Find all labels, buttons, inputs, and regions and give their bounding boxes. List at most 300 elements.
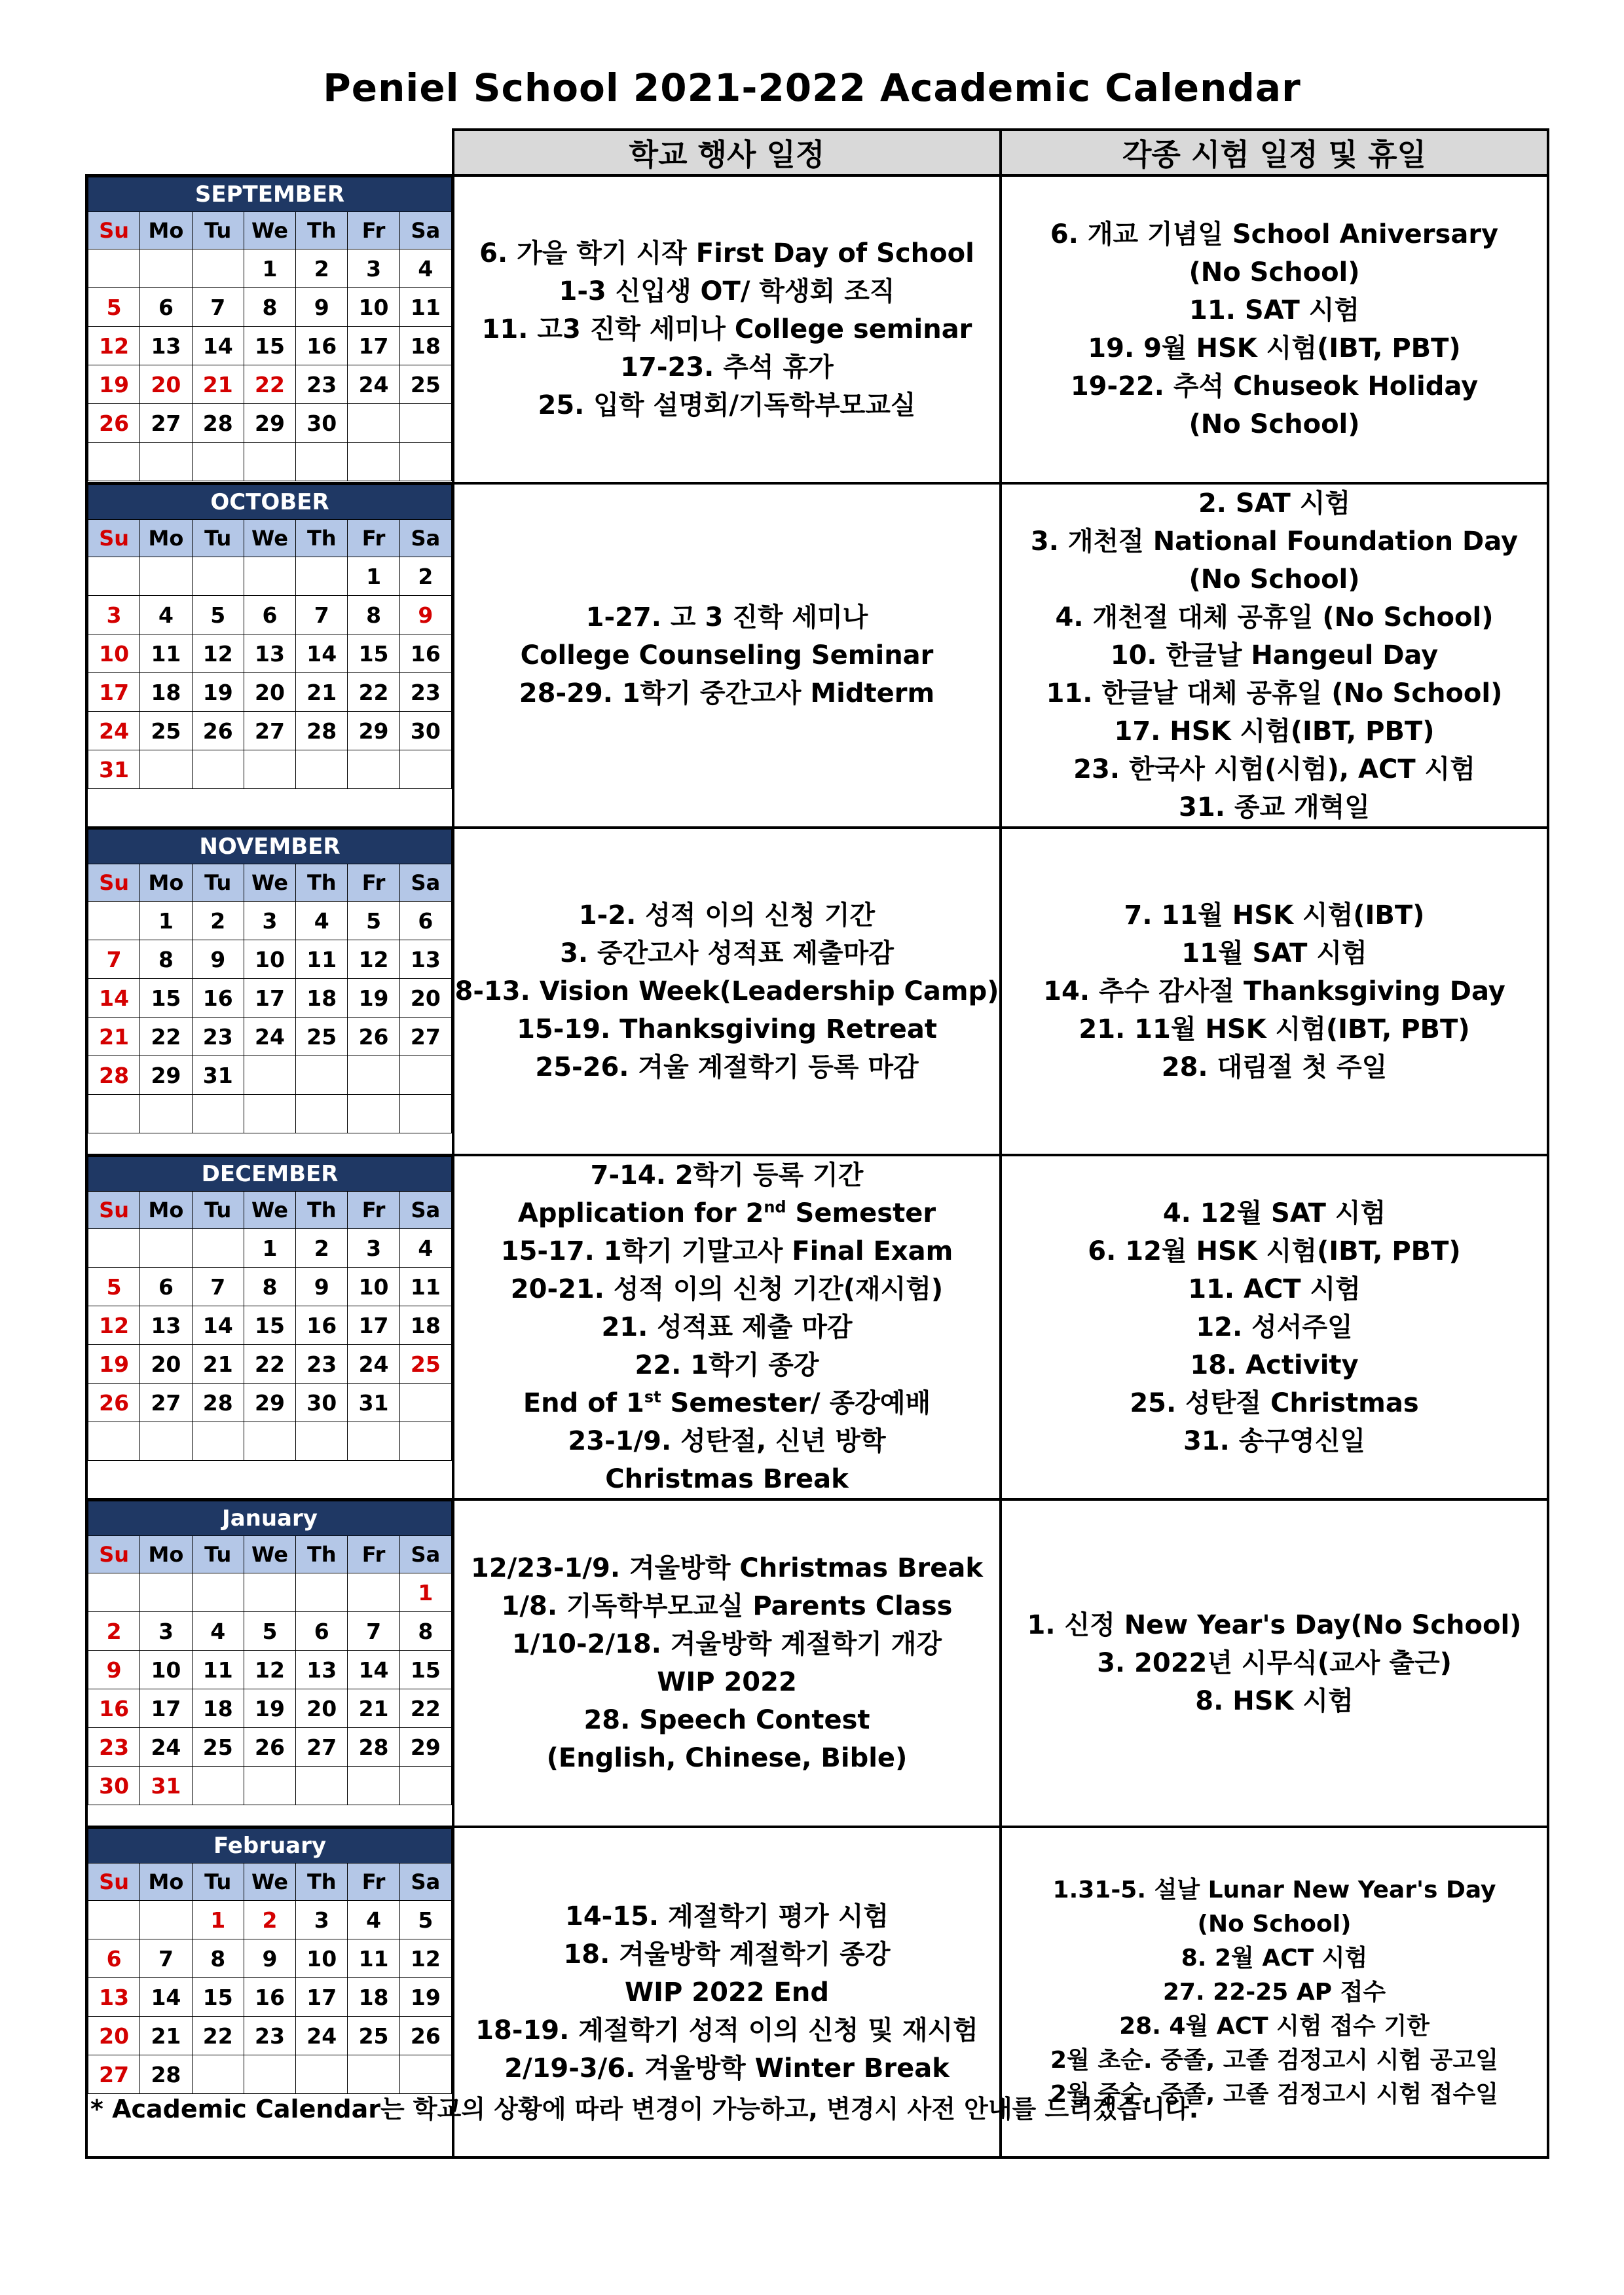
date-cell [296, 1573, 348, 1612]
week-row [88, 1345, 452, 1384]
date-cell [296, 443, 348, 481]
date-cell [399, 1056, 451, 1095]
date-cell: 18 [399, 327, 451, 365]
date-cell [296, 1767, 348, 1805]
day-name: Mo [140, 864, 192, 902]
event-line: 17-23. 추석 휴가 [620, 352, 834, 382]
month-name: OCTOBER [88, 485, 452, 520]
month-row [86, 1499, 1548, 1827]
date-cell: 4 [399, 249, 451, 288]
date-cell: 7 [192, 288, 244, 327]
exam-line: (No School) [1189, 564, 1360, 595]
date-cell: 28 [192, 1384, 244, 1422]
date-cell: 18 [399, 1306, 451, 1345]
week-row [88, 404, 452, 443]
exam-line: 21. 11월 HSK 시험(IBT, PBT) [1079, 1014, 1470, 1044]
date-cell: 6 [244, 596, 295, 634]
week-row [88, 1095, 452, 1133]
exam-line: 1. 신정 New Year's Day(No School) [1027, 1610, 1522, 1640]
date-cell: 27 [399, 1018, 451, 1056]
event-line: (English, Chinese, Bible) [546, 1743, 908, 1773]
day-name: Su [88, 1864, 140, 1901]
date-cell: 21 [140, 2017, 192, 2055]
day-name: Th [296, 1536, 348, 1573]
day-name: Sa [399, 1864, 451, 1901]
date-cell [192, 1422, 244, 1461]
date-cell: 23 [399, 673, 451, 712]
exam-line: (No School) [1197, 1910, 1352, 1937]
month-name: SEPTEMBER [88, 177, 452, 212]
date-cell: 8 [244, 1268, 295, 1306]
date-cell: 7 [348, 1612, 399, 1651]
exam-line: 8. HSK 시험 [1195, 1686, 1354, 1716]
date-cell: 2 [399, 557, 451, 596]
date-cell: 17 [244, 979, 295, 1018]
date-cell: 28 [348, 1728, 399, 1767]
date-cell: 7 [192, 1268, 244, 1306]
date-cell: 17 [88, 673, 140, 712]
week-row [88, 288, 452, 327]
exam-line: 6. 12월 HSK 시험(IBT, PBT) [1088, 1236, 1461, 1266]
date-cell: 5 [399, 1901, 451, 1939]
month-name: February [88, 1829, 452, 1864]
date-cell: 27 [244, 712, 295, 750]
week-row [88, 596, 452, 634]
day-name: Mo [140, 1864, 192, 1901]
exam-line: 11. SAT 시험 [1189, 295, 1359, 325]
date-cell: 22 [348, 673, 399, 712]
event-line: 11. 고3 진학 세미나 College seminar [481, 314, 972, 344]
date-cell: 26 [244, 1728, 295, 1767]
footer-note: * Academic Calendar는 학교의 상황에 따라 변경이 가능하고, 변경시 사전 안내를 드리겠습니다. [90, 2095, 1199, 2123]
date-cell: 23 [192, 1018, 244, 1056]
date-cell: 2 [296, 249, 348, 288]
date-cell [192, 1095, 244, 1133]
date-cell: 4 [296, 902, 348, 940]
exam-line: 31. 종교 개혁일 [1179, 792, 1370, 822]
school-events [453, 828, 1001, 1155]
date-cell: 26 [88, 1384, 140, 1422]
date-cell: 15 [244, 1306, 295, 1345]
exam-line: 23. 한국사 시험(시험), ACT 시험 [1073, 754, 1475, 784]
date-cell [348, 1767, 399, 1805]
date-cell: 8 [399, 1612, 451, 1651]
date-cell [244, 1056, 295, 1095]
date-cell: 16 [88, 1689, 140, 1728]
date-cell: 21 [296, 673, 348, 712]
date-cell: 6 [296, 1612, 348, 1651]
date-cell: 11 [140, 634, 192, 673]
event-line: 28-29. 1학기 중간고사 Midterm [519, 678, 935, 708]
exam-line: 18. Activity [1190, 1350, 1359, 1380]
date-cell: 20 [140, 1345, 192, 1384]
week-row [88, 940, 452, 979]
exam-line: 19. 9월 HSK 시험(IBT, PBT) [1088, 333, 1461, 363]
date-cell: 12 [88, 327, 140, 365]
exam-line: 2. SAT 시험 [1198, 488, 1351, 519]
mini-calendar [88, 829, 452, 1133]
week-row [88, 1268, 452, 1306]
date-cell: 12 [192, 634, 244, 673]
school-events [453, 483, 1001, 828]
date-cell: 18 [140, 673, 192, 712]
event-line: WIP 2022 End [625, 1977, 829, 2008]
date-cell: 9 [88, 1651, 140, 1689]
date-cell [399, 1767, 451, 1805]
day-name: Th [296, 1192, 348, 1229]
exam-schedule [1001, 828, 1548, 1155]
date-cell: 26 [348, 1018, 399, 1056]
exam-schedule [1001, 483, 1548, 828]
day-name: Tu [192, 864, 244, 902]
date-cell: 3 [244, 902, 295, 940]
week-row [88, 902, 452, 940]
date-cell: 6 [140, 1268, 192, 1306]
date-cell: 4 [348, 1901, 399, 1939]
date-cell: 12 [348, 940, 399, 979]
date-cell: 28 [88, 1056, 140, 1095]
date-cell [140, 443, 192, 481]
date-cell: 28 [296, 712, 348, 750]
day-name: Tu [192, 212, 244, 249]
date-cell: 12 [244, 1651, 295, 1689]
day-name: Su [88, 1536, 140, 1573]
exam-line: 28. 4월 ACT 시험 접수 기한 [1119, 2012, 1430, 2040]
day-name: We [244, 1536, 295, 1573]
page-title: Peniel School 2021-2022 Academic Calendar [323, 65, 1301, 110]
date-cell [244, 557, 295, 596]
date-cell: 26 [88, 404, 140, 443]
date-cell [88, 1229, 140, 1268]
week-row [88, 634, 452, 673]
month-calendar [86, 1155, 453, 1499]
date-cell: 3 [348, 249, 399, 288]
week-row [88, 443, 452, 481]
date-cell: 25 [140, 712, 192, 750]
event-line: 2/19-3/6. 겨울방학 Winter Break [504, 2053, 950, 2084]
month-name: DECEMBER [88, 1157, 452, 1192]
day-name: Sa [399, 864, 451, 902]
date-cell [192, 750, 244, 789]
date-cell: 5 [88, 288, 140, 327]
date-cell: 22 [192, 2017, 244, 2055]
event-line: 15-17. 1학기 기말고사 Final Exam [500, 1236, 953, 1266]
date-cell: 18 [192, 1689, 244, 1728]
date-cell: 6 [140, 288, 192, 327]
date-cell: 22 [244, 1345, 295, 1384]
date-cell: 1 [244, 249, 295, 288]
day-name: Mo [140, 1192, 192, 1229]
date-cell [244, 1422, 295, 1461]
date-cell [140, 1229, 192, 1268]
date-cell [399, 2055, 451, 2094]
date-cell: 11 [192, 1651, 244, 1689]
date-cell: 21 [88, 1018, 140, 1056]
date-cell [244, 2055, 295, 2094]
date-cell [348, 1095, 399, 1133]
week-row [88, 1651, 452, 1689]
date-cell [244, 750, 295, 789]
date-cell: 26 [399, 2017, 451, 2055]
date-cell: 29 [399, 1728, 451, 1767]
day-name: Mo [140, 520, 192, 557]
date-cell: 9 [296, 288, 348, 327]
date-cell: 16 [296, 1306, 348, 1345]
month-calendar [86, 483, 453, 828]
event-line: 1/10-2/18. 겨울방학 계절학기 개강 [511, 1629, 942, 1659]
date-cell: 25 [399, 365, 451, 404]
week-row [88, 1229, 452, 1268]
exams-header: 각종 시험 일정 및 휴일 [1001, 130, 1548, 175]
date-cell: 27 [296, 1728, 348, 1767]
date-cell [140, 1573, 192, 1612]
exam-line: 31. 송구영신일 [1183, 1426, 1365, 1456]
date-cell: 23 [244, 2017, 295, 2055]
date-cell: 24 [296, 2017, 348, 2055]
day-name: Fr [348, 1536, 399, 1573]
event-line: 18-19. 계절학기 성적 이의 신청 및 재시험 [475, 2015, 978, 2046]
week-row [88, 2017, 452, 2055]
date-cell: 9 [192, 940, 244, 979]
date-cell: 11 [399, 288, 451, 327]
date-cell: 8 [348, 596, 399, 634]
date-cell [88, 1901, 140, 1939]
day-name: Th [296, 1864, 348, 1901]
day-name: We [244, 1192, 295, 1229]
day-name: Mo [140, 1536, 192, 1573]
date-cell: 5 [192, 596, 244, 634]
month-calendar [86, 828, 453, 1155]
exam-line: 2월 중순. 중졸, 고졸 검정고시 시험 접수일 [1050, 2080, 1499, 2108]
event-line: 21. 성적표 제출 마감 [601, 1312, 853, 1342]
event-line: 8-13. Vision Week(Leadership Camp) [454, 976, 999, 1006]
exam-line: 10. 한글날 Hangeul Day [1110, 640, 1439, 670]
date-cell [192, 1229, 244, 1268]
week-row [88, 1306, 452, 1345]
exam-line: 7. 11월 HSK 시험(IBT) [1124, 900, 1425, 930]
date-cell [296, 557, 348, 596]
date-cell [140, 1422, 192, 1461]
day-name: Fr [348, 864, 399, 902]
date-cell: 30 [88, 1767, 140, 1805]
date-cell [88, 1422, 140, 1461]
day-name: Su [88, 1192, 140, 1229]
event-line: 7-14. 2학기 등록 기간 [590, 1160, 864, 1190]
date-cell: 31 [192, 1056, 244, 1095]
day-name: Th [296, 212, 348, 249]
date-cell: 16 [296, 327, 348, 365]
day-name: Sa [399, 1536, 451, 1573]
exam-line: 25. 성탄절 Christmas [1130, 1388, 1419, 1418]
date-cell [296, 2055, 348, 2094]
week-row [88, 673, 452, 712]
date-cell: 17 [140, 1689, 192, 1728]
date-cell [399, 1384, 451, 1422]
date-cell: 23 [296, 365, 348, 404]
date-cell: 19 [88, 365, 140, 404]
date-cell: 16 [244, 1978, 295, 2017]
week-row [88, 557, 452, 596]
day-name: Fr [348, 212, 399, 249]
week-row [88, 1939, 452, 1978]
event-line: 14-15. 계절학기 평가 시험 [564, 1901, 889, 1932]
date-cell: 16 [399, 634, 451, 673]
day-name: We [244, 520, 295, 557]
date-cell: 30 [296, 1384, 348, 1422]
school-events [453, 175, 1001, 483]
date-cell: 31 [88, 750, 140, 789]
school-events [453, 1499, 1001, 1827]
date-cell: 19 [399, 1978, 451, 2017]
event-line: 20-21. 성적 이의 신청 기간(재시험) [510, 1274, 944, 1304]
date-cell: 15 [348, 634, 399, 673]
date-cell [348, 1573, 399, 1612]
day-name: We [244, 212, 295, 249]
date-cell: 26 [192, 712, 244, 750]
date-cell: 31 [348, 1384, 399, 1422]
date-cell: 19 [348, 979, 399, 1018]
date-cell: 27 [140, 404, 192, 443]
date-cell: 27 [140, 1384, 192, 1422]
exam-line: 8. 2월 ACT 시험 [1181, 1944, 1368, 1972]
date-cell [192, 1767, 244, 1805]
event-line: 28. Speech Contest [583, 1705, 870, 1735]
date-cell: 21 [348, 1689, 399, 1728]
day-name: Fr [348, 1864, 399, 1901]
date-cell: 14 [140, 1978, 192, 2017]
day-name: We [244, 864, 295, 902]
date-cell: 8 [140, 940, 192, 979]
exam-schedule [1001, 175, 1548, 483]
week-row [88, 750, 452, 789]
exam-line: 3. 개천절 National Foundation Day [1030, 526, 1519, 557]
event-line: 15-19. Thanksgiving Retreat [517, 1014, 937, 1044]
date-cell: 28 [140, 2055, 192, 2094]
exam-line: 14. 추수 감사절 Thanksgiving Day [1043, 976, 1505, 1006]
date-cell: 21 [192, 1345, 244, 1384]
date-cell: 7 [88, 940, 140, 979]
date-cell: 5 [244, 1612, 295, 1651]
event-line: Christmas Break [605, 1464, 849, 1494]
date-cell: 4 [399, 1229, 451, 1268]
event-line: End of 1st Semester/ 종강예배 [523, 1387, 931, 1418]
event-line: 18. 겨울방학 계절학기 종강 [563, 1939, 891, 1970]
day-name: Tu [192, 1192, 244, 1229]
date-cell: 13 [88, 1978, 140, 2017]
exam-line: 4. 12월 SAT 시험 [1162, 1198, 1386, 1228]
day-name: Fr [348, 520, 399, 557]
event-line: WIP 2022 [657, 1667, 797, 1697]
date-cell: 1 [348, 557, 399, 596]
month-row [86, 175, 1548, 483]
day-name: Tu [192, 520, 244, 557]
week-row [88, 1018, 452, 1056]
week-row [88, 1056, 452, 1095]
date-cell [348, 443, 399, 481]
date-cell: 10 [88, 634, 140, 673]
date-cell: 24 [140, 1728, 192, 1767]
date-cell: 13 [244, 634, 295, 673]
day-name: Th [296, 864, 348, 902]
date-cell: 10 [348, 1268, 399, 1306]
date-cell: 14 [192, 1306, 244, 1345]
event-line: 3. 중간고사 성적표 제출마감 [560, 938, 894, 968]
date-cell: 9 [399, 596, 451, 634]
date-cell: 24 [348, 1345, 399, 1384]
exam-line: 12. 성서주일 [1196, 1312, 1353, 1342]
date-cell [88, 1095, 140, 1133]
date-cell: 4 [192, 1612, 244, 1651]
date-cell: 5 [88, 1268, 140, 1306]
date-cell [192, 557, 244, 596]
date-cell [244, 1573, 295, 1612]
date-cell: 12 [399, 1939, 451, 1978]
exam-line: 17. HSK 시험(IBT, PBT) [1114, 716, 1435, 746]
date-cell: 1 [140, 902, 192, 940]
date-cell: 24 [244, 1018, 295, 1056]
date-cell: 14 [88, 979, 140, 1018]
event-line: 6. 가을 학기 시작 First Day of School [479, 238, 974, 268]
event-line: 1-2. 성적 이의 신청 기간 [578, 900, 876, 930]
exam-schedule [1001, 1499, 1548, 1827]
exam-line: 28. 대림절 첫 주일 [1161, 1052, 1388, 1082]
week-row [88, 365, 452, 404]
week-row [88, 1728, 452, 1767]
week-row [88, 2055, 452, 2094]
day-name: Tu [192, 1864, 244, 1901]
event-line: 1-3 신입생 OT/ 학생회 조직 [559, 276, 895, 306]
exam-line: 6. 개교 기념일 School Aniversary [1050, 219, 1499, 249]
month-name: January [88, 1501, 452, 1536]
date-cell: 29 [348, 712, 399, 750]
date-cell: 24 [348, 365, 399, 404]
month-calendar [86, 175, 453, 483]
month-name: NOVEMBER [88, 830, 452, 864]
exam-line: 11월 SAT 시험 [1181, 938, 1367, 968]
month-row [86, 828, 1548, 1155]
week-row [88, 979, 452, 1018]
event-line: 25-26. 겨울 계절학기 등록 마감 [535, 1052, 919, 1082]
day-name: Su [88, 212, 140, 249]
mini-calendar [88, 1501, 452, 1805]
date-cell [88, 443, 140, 481]
date-cell [244, 1095, 295, 1133]
date-cell: 14 [296, 634, 348, 673]
date-cell [88, 249, 140, 288]
date-cell: 3 [348, 1229, 399, 1268]
date-cell [140, 249, 192, 288]
date-cell [399, 443, 451, 481]
date-cell: 21 [192, 365, 244, 404]
week-row [88, 1901, 452, 1939]
mini-calendar [88, 177, 452, 481]
date-cell: 19 [88, 1345, 140, 1384]
date-cell [192, 249, 244, 288]
exam-line: 11. 한글날 대체 공휴일 (No School) [1046, 678, 1503, 708]
event-line: 12/23-1/9. 겨울방학 Christmas Break [471, 1553, 983, 1583]
date-cell: 19 [244, 1689, 295, 1728]
date-cell: 22 [399, 1689, 451, 1728]
day-name: Sa [399, 212, 451, 249]
date-cell: 1 [399, 1573, 451, 1612]
date-cell [296, 1422, 348, 1461]
month-row [86, 483, 1548, 828]
week-row [88, 1573, 452, 1612]
date-cell [88, 557, 140, 596]
calendar-grid [85, 128, 1549, 2159]
date-cell: 14 [192, 327, 244, 365]
date-cell: 13 [399, 940, 451, 979]
